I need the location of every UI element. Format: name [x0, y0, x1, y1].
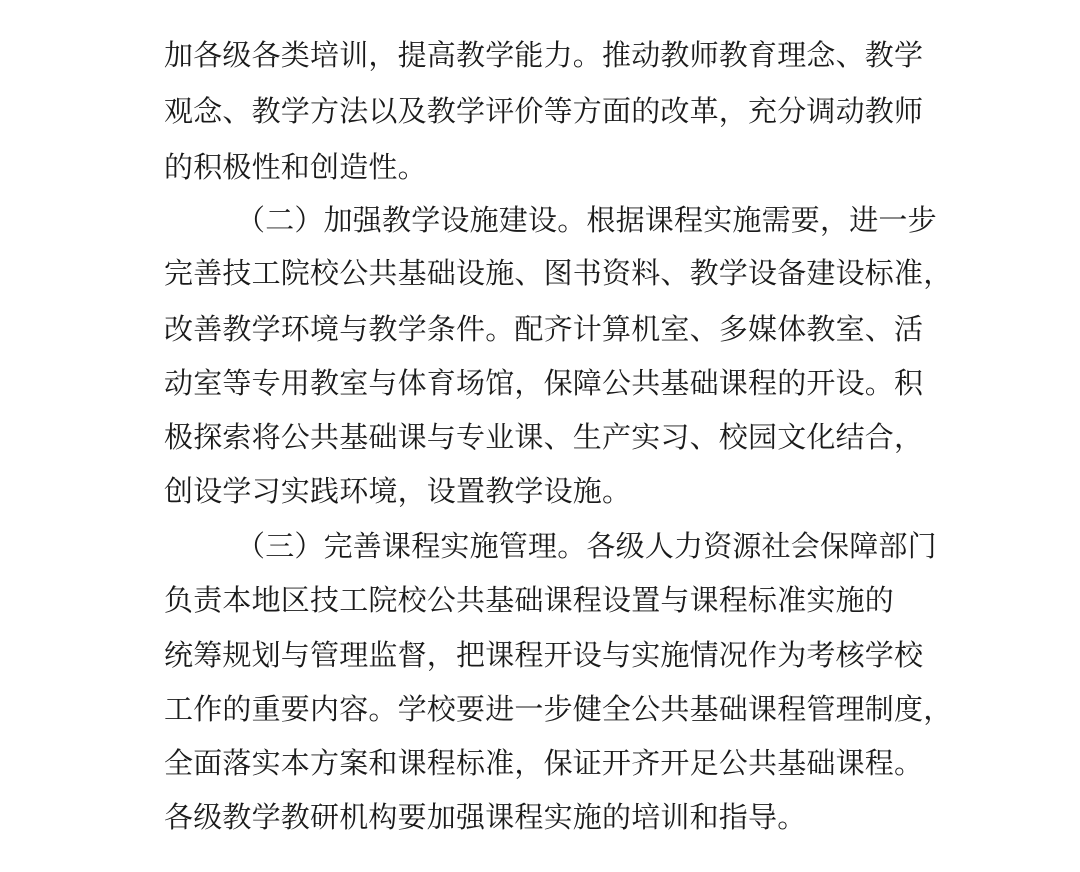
text-line: 的积极性和创造性。: [164, 150, 427, 184]
text-line: 加各级各类培训，提高教学能力。推动教师教育理念、教学: [164, 38, 924, 72]
text-line: 改善教学环境与教学条件。配齐计算机室、多媒体教室、活: [164, 312, 924, 346]
section-heading-line: （三）完善课程实施管理。各级人力资源社会保障部门: [236, 529, 937, 563]
text-line: 负责本地区技工院校公共基础课程设置与课程标准实施的: [164, 583, 895, 617]
text-line: 创设学习实践环境，设置教学设施。: [164, 474, 632, 508]
text-line: 动室等专用教室与体育场馆，保障公共基础课程的开设。积: [164, 366, 924, 400]
text-line: 完善技工院校公共基础设施、图书资料、教学设备建设标准，: [164, 256, 953, 290]
section-heading-line: （二）加强教学设施建设。根据课程实施需要，进一步: [236, 203, 937, 237]
text-line: 统筹规划与管理监督，把课程开设与实施情况作为考核学校: [164, 638, 924, 672]
text-line: 全面落实本方案和课程标准，保证开齐开足公共基础课程。: [164, 746, 924, 780]
text-line: 各级教学教研机构要加强课程实施的培训和指导。: [164, 800, 807, 834]
text-line: 极探索将公共基础课与专业课、生产实习、校园文化结合，: [164, 420, 924, 454]
text-line: 观念、教学方法以及教学评价等方面的改革，充分调动教师: [164, 94, 924, 128]
text-line: 工作的重要内容。学校要进一步健全公共基础课程管理制度，: [164, 692, 953, 726]
